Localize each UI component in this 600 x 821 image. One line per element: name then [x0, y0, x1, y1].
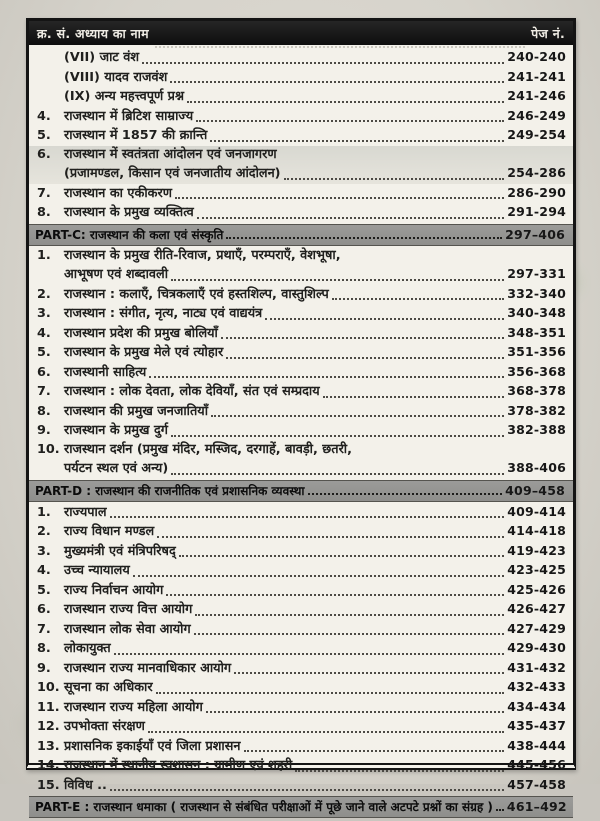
entry-title: राजस्थान : संगीत, नृत्य, नाट्य एवं वाद्ययंत्र: [64, 306, 263, 321]
toc-entry-row: [34, 363, 566, 383]
toc-entry: [34, 678, 566, 698]
entry-title: राजस्थान प्रदेश की प्रमुख बोलियाँ: [64, 325, 218, 341]
entry-title-continuation: (प्रजामण्डल, किसान एवं जनजातीय आंदोलन): [64, 166, 281, 181]
entry-number: 3.: [37, 306, 51, 321]
entry-number: 3.: [37, 543, 51, 559]
entry-pages: 332-340: [507, 285, 566, 301]
toc-header-right-label: पेज नं.: [531, 25, 565, 41]
toc-entry: [34, 68, 566, 88]
entry-number: 10.: [37, 680, 60, 695]
entry-title: सूचना का अधिकार: [64, 680, 153, 695]
entry-title: राज्यपाल: [64, 504, 107, 520]
entry-title: राजस्थान राज्य मानवाधिकार आयोग: [64, 660, 232, 676]
entry-number: 6.: [37, 602, 51, 617]
toc-entry-row: [34, 522, 566, 542]
leader-dots: [197, 217, 504, 219]
entry-number: 8.: [37, 205, 51, 220]
entry-pages: 427-429: [507, 620, 566, 636]
toc-entry-row: [34, 581, 566, 601]
toc-entry: [34, 542, 566, 562]
entry-title: राजस्थान के प्रमुख दुर्ग: [64, 423, 168, 438]
entry-title: राजस्थान के प्रमुख व्यक्तित्व: [64, 205, 194, 220]
leader-dots: [196, 120, 504, 122]
leader-dots: [206, 711, 504, 713]
entry-number: 4.: [37, 563, 51, 578]
entry-title: राजस्थान राज्य वित्त आयोग: [64, 602, 193, 617]
entry-title: राजस्थान में ब्रिटिश साम्राज्य: [64, 108, 194, 124]
toc-entry: [34, 561, 566, 581]
toc-entry: [34, 48, 566, 68]
leader-dots: [221, 337, 504, 339]
entry-pages: 241-241: [507, 68, 566, 84]
entry-number: 8.: [37, 641, 51, 656]
entry-pages: 457-458: [507, 776, 566, 792]
entry-pages: 348-351: [507, 324, 566, 340]
entry-pages: 246-249: [507, 107, 566, 123]
toc-entry: [34, 776, 566, 796]
leader-dots: [195, 614, 504, 616]
entry-pages: 426-427: [507, 601, 566, 616]
leader-dots: [179, 555, 504, 557]
entry-pages: 432-433: [507, 679, 566, 694]
entry-title: (VII) जाट वंश: [64, 50, 140, 65]
entry-pages: 388-406: [507, 460, 566, 475]
toc-entry-line2: [34, 164, 566, 184]
entry-pages: 419-423: [507, 542, 566, 558]
entry-number: 7.: [37, 384, 51, 399]
toc-entry: [34, 737, 566, 757]
part-section-row: [29, 796, 573, 818]
part-section-row: [29, 224, 573, 246]
entry-pages: 356-368: [507, 363, 566, 379]
entry-pages: 291-294: [507, 204, 566, 219]
part-section-row: [29, 480, 573, 502]
leader-dots: [175, 197, 504, 199]
leader-dots: [142, 62, 504, 64]
entry-pages: 409-414: [507, 503, 566, 519]
toc-entry-line2: [34, 459, 566, 479]
entry-title: राजस्थान के प्रमुख रीति-रिवाज, प्रथाएँ, परम्पराएँ, वेशभूषा,: [64, 247, 341, 263]
toc-entry: [29, 146, 573, 184]
entry-pages: 297-331: [507, 266, 566, 281]
toc-entry-row: [34, 285, 566, 305]
entry-pages: 438-444: [507, 737, 566, 753]
toc-entry-row: [34, 402, 566, 422]
toc-entry-row: [34, 324, 566, 344]
entry-number: 2.: [37, 524, 51, 539]
toc-entry-row: [34, 639, 566, 659]
entry-number: 12.: [37, 719, 60, 734]
part-title: PART-C: राजस्थान की कला एवं संस्कृति: [35, 227, 224, 242]
entry-title: राजस्थान के प्रमुख मेले एवं त्योहार: [64, 345, 224, 360]
entry-title: (VIII) यादव राजवंश: [64, 69, 168, 85]
toc-entry: [34, 126, 566, 146]
leader-dots: [226, 237, 502, 239]
toc-entry-row: [34, 203, 566, 223]
entry-title: राजस्थान दर्शन (प्रमुख मंदिर, मस्जिद, दरगाहें, बावड़ी, छतरी,: [64, 441, 352, 457]
toc-entry-row: [34, 756, 566, 776]
toc-entry-row: [34, 678, 566, 698]
entry-pages: 435-437: [507, 718, 566, 733]
entry-title: राजस्थान : लोक देवता, लोक देवियाँ, संत एवं सम्प्रदाय: [64, 384, 320, 399]
toc-entry-row: [34, 561, 566, 581]
toc-entry: [34, 441, 566, 479]
entry-title: उपभोक्ता संरक्षण: [64, 719, 145, 734]
part-pages: 297–406: [505, 226, 565, 242]
toc-entry-row: [34, 304, 566, 324]
leader-dots: [171, 435, 504, 437]
entry-pages: 429-430: [507, 640, 566, 655]
leader-dots: [110, 516, 505, 518]
toc-entry-row: [34, 503, 566, 523]
entry-number: 5.: [37, 582, 51, 598]
toc-entry-row: [34, 68, 566, 88]
leader-dots: [114, 653, 505, 655]
toc-entry-row: [34, 343, 566, 363]
toc-entry-row: [34, 48, 566, 68]
entry-title: राजस्थानी साहित्य: [64, 364, 147, 380]
part-title: PART-E : राजस्थान धमाका ( राजस्थान से संबंधित परीक्षाओं में पूछे जाने वाले अटपटे प्रश्नों का संग्रह ): [35, 800, 493, 814]
entry-number: 9.: [37, 660, 51, 676]
toc-entry: [34, 304, 566, 324]
entry-title-continuation: पर्यटन स्थल एवं अन्य): [64, 461, 169, 476]
entry-title: राजस्थान का एकीकरण: [64, 185, 172, 201]
leader-dots: [211, 415, 504, 417]
leader-dots: [234, 672, 504, 674]
entry-pages: 254-286: [507, 165, 566, 180]
entry-number: 2.: [37, 286, 51, 302]
leader-dots: [332, 298, 504, 300]
entry-pages: 240-240: [507, 49, 566, 64]
toc-entry: [34, 522, 566, 542]
entry-title: राजस्थान लोक सेवा आयोग: [64, 621, 191, 637]
toc-entry: [34, 421, 566, 441]
leader-dots: [110, 789, 504, 791]
entry-number: 11.: [37, 699, 60, 715]
entry-number: 10.: [37, 441, 60, 457]
leader-dots: [244, 750, 505, 752]
leader-dots: [194, 633, 505, 635]
toc-entry: [34, 107, 566, 127]
entry-pages: 351-356: [507, 344, 566, 359]
toc-entry-row: [34, 659, 566, 679]
leader-dots: [226, 357, 504, 359]
leader-dots: [295, 770, 504, 772]
entry-pages: 340-348: [507, 305, 566, 320]
entry-number: 7.: [37, 185, 51, 201]
leader-dots: [265, 318, 504, 320]
toc-header-left-label: क्र. सं. अध्याय का नाम: [37, 25, 149, 41]
toc-entry-line1: [34, 441, 566, 460]
toc-entry: [34, 203, 566, 223]
entry-title: राजस्थान की प्रमुख जनजातियाँ: [64, 403, 209, 419]
toc-entry-row: [34, 776, 566, 796]
toc-entry: [34, 620, 566, 640]
leader-dots: [187, 101, 504, 103]
toc-entry: [34, 659, 566, 679]
toc-entry-row: [34, 126, 566, 146]
toc-entry-row: [34, 421, 566, 441]
entry-number: 7.: [37, 621, 51, 637]
part-title: PART-D : राजस्थान की राजनीतिक एवं प्रशासनिक व्यवस्था: [35, 483, 305, 498]
toc-entry: [34, 247, 566, 285]
toc-entry: [34, 285, 566, 305]
leader-dots: [148, 731, 504, 733]
entry-title: राजस्थान में स्वतंत्रता आंदोलन एवं जनजागरण: [64, 146, 277, 162]
toc-entry: [34, 698, 566, 718]
entry-title: राजस्थान में 1857 की क्रान्ति: [64, 128, 208, 143]
toc-entry-row: [34, 184, 566, 204]
toc-entry: [34, 756, 566, 776]
toc-entry-line1: [34, 247, 566, 266]
toc-entry-row: [34, 717, 566, 737]
part-pages: 409–458: [505, 482, 565, 498]
leader-dots: [171, 279, 504, 281]
entry-title: राज्य विधान मण्डल: [64, 524, 155, 539]
toc-entry-row: [34, 542, 566, 562]
toc-entry: [34, 184, 566, 204]
toc-entry: [34, 87, 566, 107]
toc-entry-line2: [34, 265, 566, 285]
entry-title: (IX) अन्य महत्त्वपूर्ण प्रश्न: [64, 89, 185, 104]
entry-number: 1.: [37, 504, 51, 520]
leader-dots: [133, 575, 504, 577]
part-pages: 461–492: [506, 799, 567, 814]
entry-number: 1.: [37, 247, 51, 263]
entry-number: 14.: [37, 758, 60, 773]
entry-title: राजस्थान : कलाएँ, चित्रकलाएँ एवं हस्तशिल्प, वास्तुशिल्प: [64, 286, 329, 302]
toc-entry: [34, 717, 566, 737]
toc-entry-row: [34, 620, 566, 640]
leader-dots: [170, 81, 504, 83]
leader-dots: [308, 493, 503, 495]
toc-entry: [34, 343, 566, 363]
entry-title: प्रशासनिक इकाईयाँ एवं जिला प्रशासन: [64, 738, 241, 754]
entry-pages: 434-434: [507, 698, 566, 714]
toc-entry: [34, 581, 566, 601]
entry-number: 13.: [37, 738, 60, 754]
header-leader-dots: [155, 46, 525, 48]
entry-number: 5.: [37, 345, 51, 360]
leader-dots: [149, 376, 504, 378]
entry-pages: 368-378: [507, 383, 566, 398]
entry-pages: 431-432: [507, 659, 566, 675]
leader-dots: [171, 473, 504, 475]
entry-number: 4.: [37, 108, 51, 124]
leader-dots: [210, 140, 504, 142]
toc-header-bar: [29, 21, 573, 45]
entry-number: 9.: [37, 423, 51, 438]
entry-title: राज्य निर्वाचन आयोग: [64, 582, 164, 598]
entry-pages: 425-426: [507, 581, 566, 597]
leader-dots: [284, 178, 505, 180]
toc-rows: [29, 45, 573, 821]
entry-title: मुख्यमंत्री एवं मंत्रिपरिषद्: [64, 543, 176, 559]
leader-dots: [157, 536, 504, 538]
toc-entry: [34, 363, 566, 383]
entry-title-continuation: आभूषण एवं शब्दावली: [64, 267, 169, 282]
leader-dots: [156, 692, 505, 694]
toc-entry: [34, 324, 566, 344]
leader-dots: [496, 809, 504, 811]
entry-number: 6.: [37, 364, 51, 380]
entry-pages: 382-388: [507, 422, 566, 437]
entry-pages: 249-254: [507, 127, 566, 142]
entry-number: 8.: [37, 403, 51, 419]
toc-entry: [34, 382, 566, 402]
toc-entry: [34, 503, 566, 523]
toc-entry-row: [34, 107, 566, 127]
entry-pages: 378-382: [507, 402, 566, 418]
toc-entry-row: [34, 87, 566, 107]
toc-entry-line1: [34, 146, 566, 165]
entry-title: विविध ..: [64, 777, 107, 793]
toc-entry-row: [34, 698, 566, 718]
entry-pages: 241-246: [507, 88, 566, 103]
toc-entry-row: [34, 382, 566, 402]
toc-entry-row: [34, 600, 566, 620]
entry-pages: 445-456: [507, 757, 566, 772]
entry-number: 15.: [37, 777, 60, 793]
entry-pages: 423-425: [507, 562, 566, 577]
entry-title: राजस्थान में स्थानीय स्वशासन : ग्रामीण एवं शहरी: [64, 758, 293, 773]
entry-number: 5.: [37, 128, 51, 143]
entry-number: 6.: [37, 146, 51, 162]
entry-pages: 286-290: [507, 184, 566, 200]
entry-pages: 414-418: [507, 523, 566, 538]
entry-title: राजस्थान राज्य महिला आयोग: [64, 699, 203, 715]
toc-table: [26, 18, 576, 814]
toc-entry: [34, 402, 566, 422]
toc-entry: [34, 600, 566, 620]
entry-title: लोकायुक्त: [64, 641, 111, 656]
leader-dots: [166, 594, 504, 596]
entry-title: उच्च न्यायालय: [64, 563, 130, 578]
leader-dots: [323, 396, 505, 398]
toc-entry: [34, 639, 566, 659]
toc-entry-row: [34, 737, 566, 757]
entry-number: 4.: [37, 325, 51, 341]
